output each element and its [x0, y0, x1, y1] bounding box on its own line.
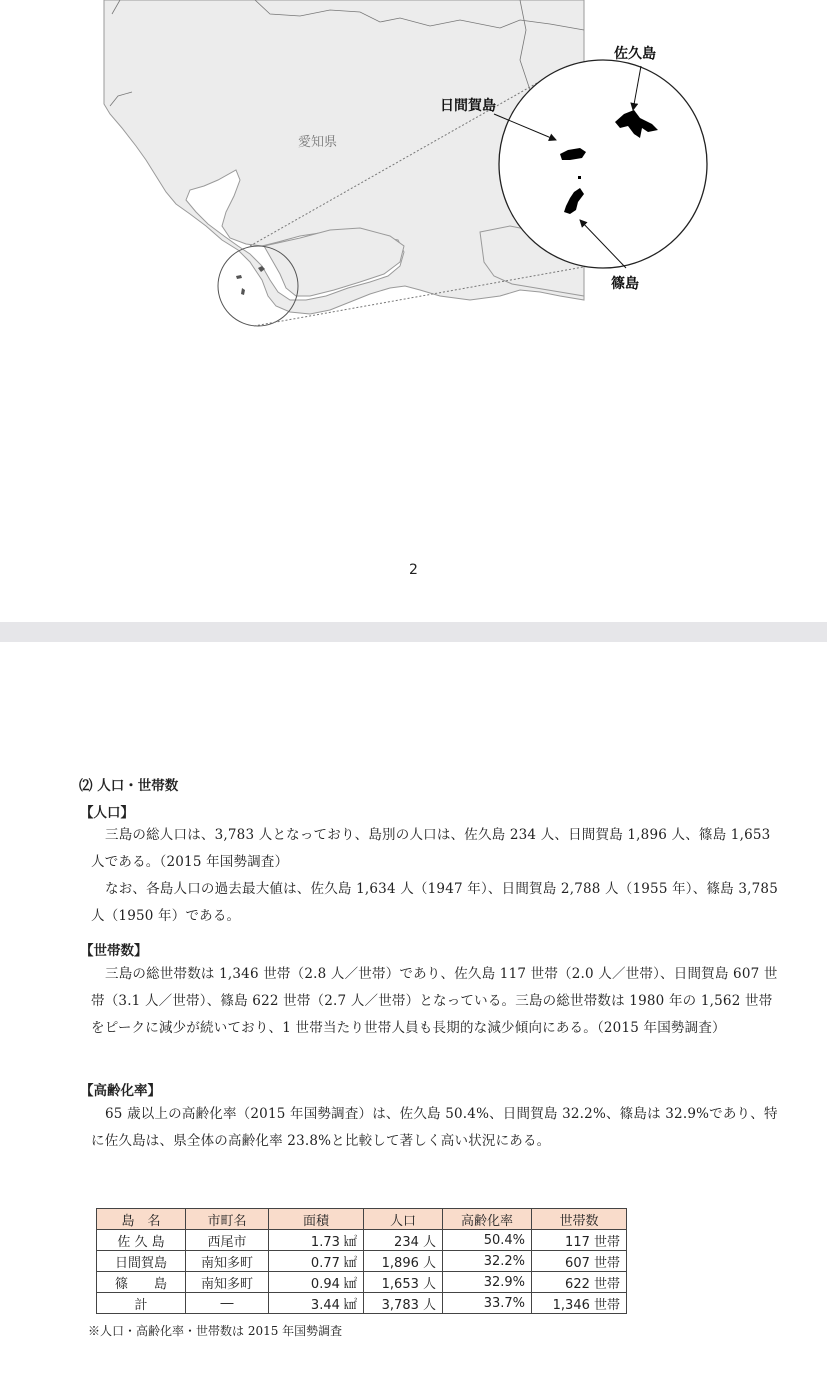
header-aging-rate: 高齢化率 — [443, 1209, 532, 1230]
paragraph: 三島の総人口は、3,783 人となっており、島別の人口は、佐久島 234 人、日間賀島 1,896 人、篠島 1,653 人である。（2015 年国勢調査） — [91, 827, 771, 870]
header-area: 面積 — [269, 1209, 364, 1230]
document-page-2 — [0, 642, 827, 1374]
cell-area: 1.73 ㎢ — [269, 1230, 364, 1251]
table-footnote: ※人口・高齢化率・世帯数は 2015 年国勢調査 — [88, 1324, 343, 1338]
cell-island: 佐 久 島 — [97, 1230, 186, 1251]
cell-households: 607 世帯 — [532, 1251, 627, 1272]
cell-area: 0.77 ㎢ — [269, 1251, 364, 1272]
cell-city: 南知多町 — [186, 1251, 269, 1272]
cell-population: 1,653 人 — [364, 1272, 443, 1293]
shino-callout-label: 篠島 — [611, 276, 639, 292]
table-header-row — [97, 1209, 627, 1230]
population-heading: 【人口】 — [80, 805, 134, 821]
cell-island: 計 — [97, 1293, 186, 1314]
cell-population: 3,783 人 — [364, 1293, 443, 1314]
cell-city: 西尾市 — [186, 1230, 269, 1251]
cell-aging-rate: 33.7% — [443, 1293, 532, 1314]
table-row — [97, 1251, 627, 1272]
cell-aging-rate: 32.9% — [443, 1272, 532, 1293]
islands-location-map — [0, 0, 827, 622]
section-heading: ⑵ 人口・世帯数 — [79, 778, 179, 794]
cell-population: 234 人 — [364, 1230, 443, 1251]
population-text — [91, 822, 781, 930]
table-row — [97, 1230, 627, 1251]
households-text — [91, 961, 781, 1042]
header-city: 市町名 — [186, 1209, 269, 1230]
shino-islet — [578, 176, 581, 179]
prefecture-label: 愛知県 — [298, 135, 338, 150]
paragraph: なお、各島人口の過去最大値は、佐久島 1,634 人（1947 年）、日間賀島 2,788 人（1955 年）、篠島 3,785 人（1950 年）である。 — [91, 881, 778, 924]
cell-area: 0.94 ㎢ — [269, 1272, 364, 1293]
cell-city: 南知多町 — [186, 1272, 269, 1293]
paragraph: 65 歳以上の高齢化率（2015 年国勢調査）は、佐久島 50.4%、日間賀島 32.2%、篠島は 32.9%であり、特に佐久島は、県全体の高齢化率 23.8%と比較して著しく高い状況にある。 — [91, 1106, 778, 1149]
cell-aging-rate: 50.4% — [443, 1230, 532, 1251]
cell-island: 篠 島 — [97, 1272, 186, 1293]
small-island — [236, 275, 242, 279]
header-population: 人口 — [364, 1209, 443, 1230]
table-row — [97, 1272, 627, 1293]
saku-callout-label: 佐久島 — [614, 46, 656, 62]
document-page-1 — [0, 0, 827, 622]
island-stats-table — [96, 1208, 627, 1314]
cell-island: 日間賀島 — [97, 1251, 186, 1272]
header-households: 世帯数 — [532, 1209, 627, 1230]
page-number: 2 — [409, 562, 418, 578]
cell-population: 1,896 人 — [364, 1251, 443, 1272]
cell-area: 3.44 ㎢ — [269, 1293, 364, 1314]
zoom-circle — [499, 60, 707, 268]
cell-households: 117 世帯 — [532, 1230, 627, 1251]
small-island — [241, 288, 245, 295]
cell-aging-rate: 32.2% — [443, 1251, 532, 1272]
paragraph: 三島の総世帯数は 1,346 世帯（2.8 人／世帯）であり、佐久島 117 世帯（2.0 人／世帯）、日間賀島 607 世帯（3.1 人／世帯）、篠島 622 世帯（2.7 人／世帯）となっている。三島の総世帯数は 1980 年の 1,562 世帯をピークに減少が続いており、1 世帯当たり世帯人員も長期的な減少傾向にある。（2015 年国勢調査） — [91, 966, 778, 1036]
himaka-callout-label: 日間賀島 — [440, 98, 496, 114]
aging-text — [91, 1101, 781, 1155]
households-heading: 【世帯数】 — [80, 943, 148, 959]
cell-households: 1,346 世帯 — [532, 1293, 627, 1314]
cell-city: ― — [186, 1293, 269, 1314]
aging-heading: 【高齢化率】 — [80, 1083, 161, 1099]
table-total-row — [97, 1293, 627, 1314]
cell-households: 622 世帯 — [532, 1272, 627, 1293]
header-island: 島 名 — [97, 1209, 186, 1230]
